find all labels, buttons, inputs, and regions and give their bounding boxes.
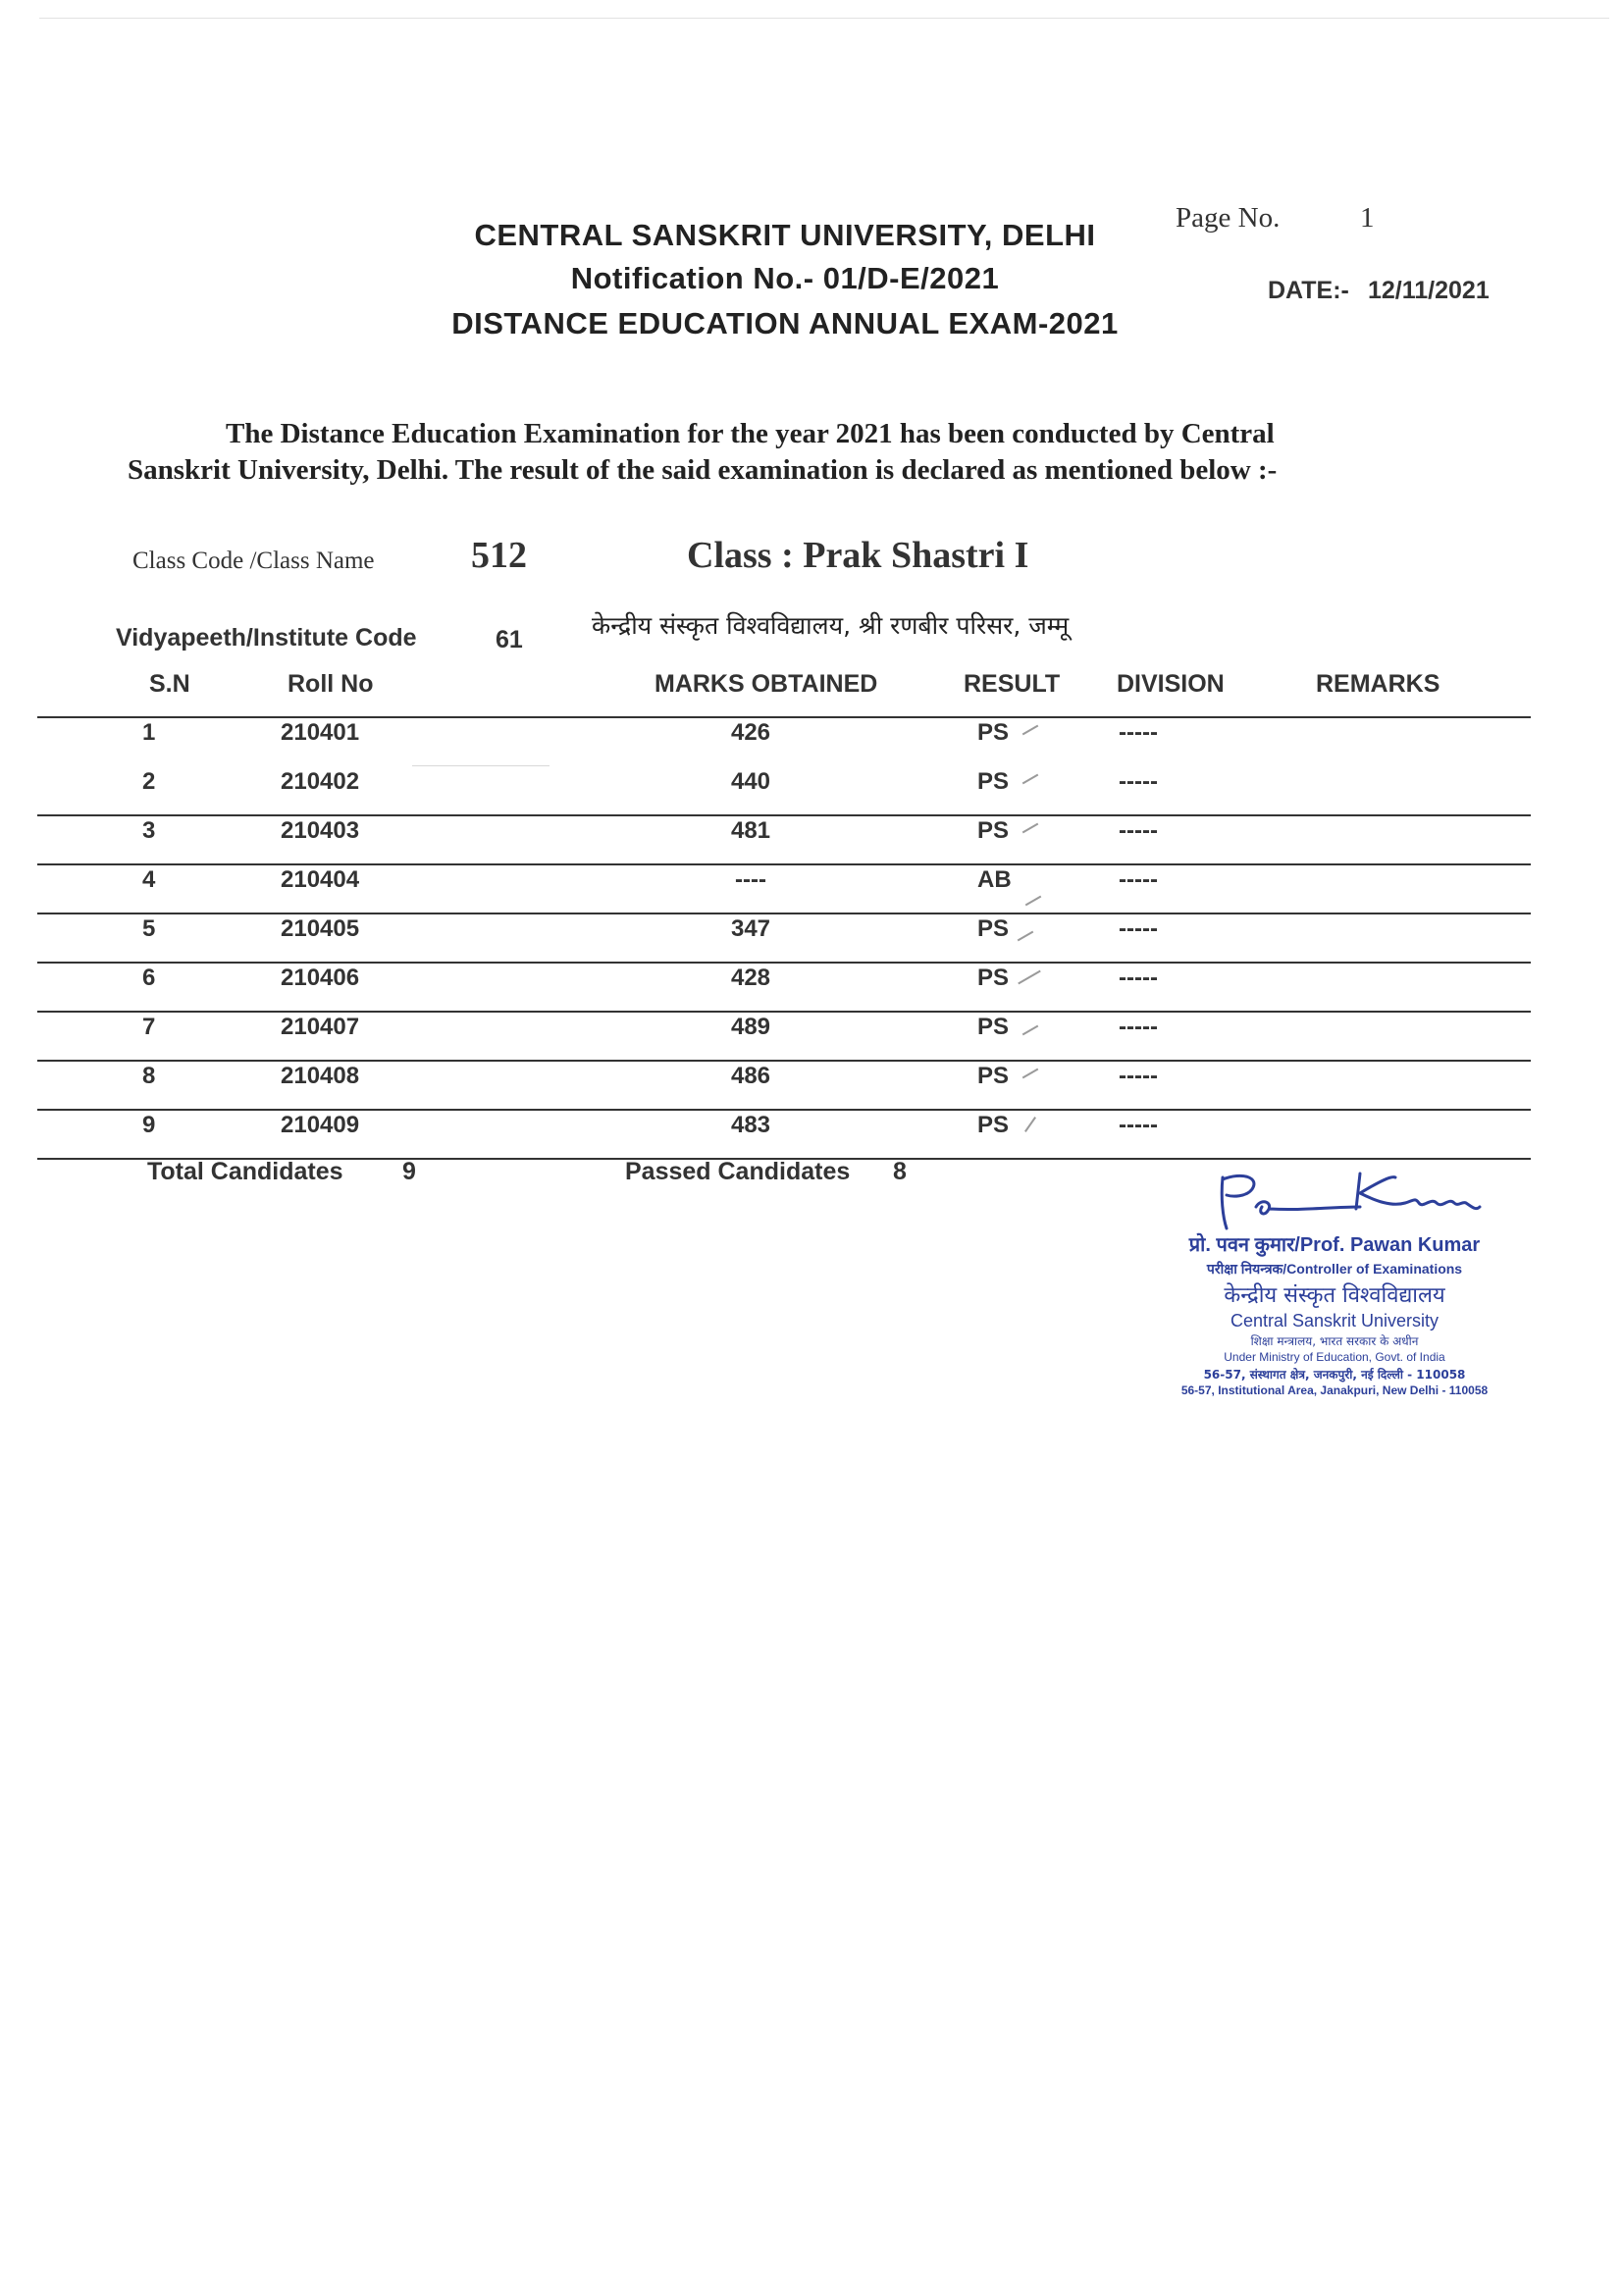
class-code-value: 512 (471, 535, 527, 576)
stamp-ministry-hindi: शिक्षा मन्त्रालय, भारत सरकार के अधीन (1250, 1334, 1419, 1348)
cell-marks: 440 (730, 768, 771, 795)
check-mark-icon (1022, 823, 1039, 834)
cell-result: PS (977, 768, 1010, 795)
stamp-university-hindi: केन्द्रीय संस्कृत विश्वविद्यालय (1224, 1283, 1445, 1308)
column-header-sn: S.N (149, 670, 190, 698)
passed-candidates-value: 8 (893, 1158, 907, 1185)
scan-edge-line (39, 18, 1609, 19)
stamp-address-hindi: 56-57, संस्थागत क्षेत्र, जनकपुरी, नई दिल्ली - 110058 (1203, 1368, 1466, 1382)
table-rule (37, 1060, 1531, 1062)
column-header-marks: MARKS OBTAINED (654, 670, 878, 698)
check-mark-icon (1025, 896, 1042, 907)
cell-roll-no: 210402 (281, 768, 360, 795)
check-mark-icon (1018, 970, 1041, 985)
table-row (0, 768, 1623, 808)
cell-sn: 2 (142, 768, 156, 795)
intro-line-1: The Distance Education Examination for the year 2021 has been conducted by Central (226, 418, 1275, 449)
institute-code-value: 61 (496, 626, 523, 653)
handwritten-signature (1213, 1168, 1497, 1236)
cell-sn: 4 (142, 866, 156, 893)
cell-division: ----- (1119, 1063, 1158, 1089)
table-row (0, 817, 1623, 857)
exam-title: DISTANCE EDUCATION ANNUAL EXAM-2021 (451, 306, 1119, 340)
cell-marks: 347 (730, 915, 771, 942)
university-title: CENTRAL SANSKRIT UNIVERSITY, DELHI (474, 218, 1096, 252)
cell-result: AB (977, 866, 1012, 893)
table-rule (37, 913, 1531, 914)
table-rule (37, 962, 1531, 964)
check-mark-icon (1022, 1069, 1039, 1079)
table-rule (37, 863, 1531, 865)
notification-number: Notification No.- 01/D-E/2021 (570, 261, 1000, 295)
page-number-label: Page No. (1176, 202, 1281, 234)
table-row (0, 915, 1623, 955)
cell-division: ----- (1119, 866, 1158, 893)
table-rule (37, 716, 1531, 718)
stamp-ministry-english: Under Ministry of Education, Govt. of India (1224, 1350, 1445, 1364)
table-rule (37, 1109, 1531, 1111)
table-row (0, 1014, 1623, 1053)
table-row (0, 1112, 1623, 1151)
table-row (0, 965, 1623, 1004)
cell-result: PS (977, 817, 1010, 844)
cell-result: PS (977, 1014, 1010, 1040)
cell-roll-no: 210403 (281, 817, 360, 844)
stamp-address-english: 56-57, Institutional Area, Janakpuri, New Delhi - 110058 (1180, 1383, 1489, 1397)
check-mark-icon (1022, 725, 1039, 736)
check-mark-icon (1018, 931, 1034, 942)
check-mark-icon (1022, 774, 1039, 785)
cell-roll-no: 210406 (281, 965, 360, 991)
table-row (0, 1063, 1623, 1102)
cell-sn: 7 (142, 1014, 156, 1040)
cell-roll-no: 210405 (281, 915, 360, 942)
cell-division: ----- (1119, 915, 1158, 942)
table-rule (37, 1011, 1531, 1013)
intro-paragraph (128, 416, 1496, 489)
cell-division: ----- (1119, 768, 1158, 795)
institute-name: केन्द्रीय संस्कृत विश्वविद्यालय, श्री रणबीर परिसर, जम्मू (592, 611, 1070, 640)
cell-result: PS (977, 719, 1010, 746)
stamp-signatory-name: प्रो. पवन कुमार/Prof. Pawan Kumar (1188, 1234, 1481, 1256)
cell-roll-no: 210401 (281, 719, 360, 746)
cell-marks: 426 (730, 719, 771, 746)
cell-marks: 483 (730, 1112, 771, 1138)
institute-code-label: Vidyapeeth/Institute Code (116, 624, 417, 652)
cell-division: ----- (1119, 965, 1158, 991)
total-candidates-value: 9 (402, 1158, 416, 1185)
cell-marks: 428 (730, 965, 771, 991)
table-rule (37, 814, 1531, 816)
cell-division: ----- (1119, 1014, 1158, 1040)
intro-line-2: Sanskrit University, Delhi. The result of the said examination is declared as mentioned below :- (128, 454, 1278, 486)
stamp-university-english: Central Sanskrit University (1230, 1311, 1440, 1331)
table-row (0, 866, 1623, 906)
cell-marks: 481 (730, 817, 771, 844)
cell-sn: 1 (142, 719, 156, 746)
cell-result: PS (977, 1063, 1010, 1089)
column-header-division: DIVISION (1117, 670, 1225, 698)
column-header-roll-no: Roll No (288, 670, 374, 698)
cell-sn: 3 (142, 817, 156, 844)
class-code-label: Class Code /Class Name (132, 548, 375, 574)
page-number-value: 1 (1360, 202, 1375, 234)
column-header-result: RESULT (964, 670, 1061, 698)
cell-division: ----- (1119, 817, 1158, 844)
cell-division: ----- (1119, 719, 1158, 746)
date-value: 12/11/2021 (1368, 277, 1490, 304)
class-name: Class : Prak Shastri I (687, 535, 1029, 576)
cell-result: PS (977, 1112, 1010, 1138)
column-header-remarks: REMARKS (1316, 670, 1440, 698)
cell-marks: 489 (730, 1014, 771, 1040)
check-mark-icon (1024, 1117, 1036, 1132)
total-candidates-label: Total Candidates (147, 1158, 343, 1185)
cell-roll-no: 210409 (281, 1112, 360, 1138)
stamp-signatory-role: परीक्षा नियन्त्रक/Controller of Examinations (1206, 1261, 1463, 1277)
cell-sn: 8 (142, 1063, 156, 1089)
check-mark-icon (1022, 1025, 1039, 1036)
cell-sn: 9 (142, 1112, 156, 1138)
cell-marks: ---- (735, 866, 766, 893)
cell-roll-no: 210404 (281, 866, 360, 893)
table-row (0, 719, 1623, 758)
passed-candidates-label: Passed Candidates (625, 1158, 851, 1185)
cell-division: ----- (1119, 1112, 1158, 1138)
cell-roll-no: 210408 (281, 1063, 360, 1089)
cell-result: PS (977, 965, 1010, 991)
table-rule-faint (412, 765, 550, 766)
cell-roll-no: 210407 (281, 1014, 360, 1040)
date-label: DATE:- (1268, 277, 1349, 304)
cell-sn: 6 (142, 965, 156, 991)
cell-marks: 486 (730, 1063, 771, 1089)
cell-sn: 5 (142, 915, 156, 942)
cell-result: PS (977, 915, 1010, 942)
